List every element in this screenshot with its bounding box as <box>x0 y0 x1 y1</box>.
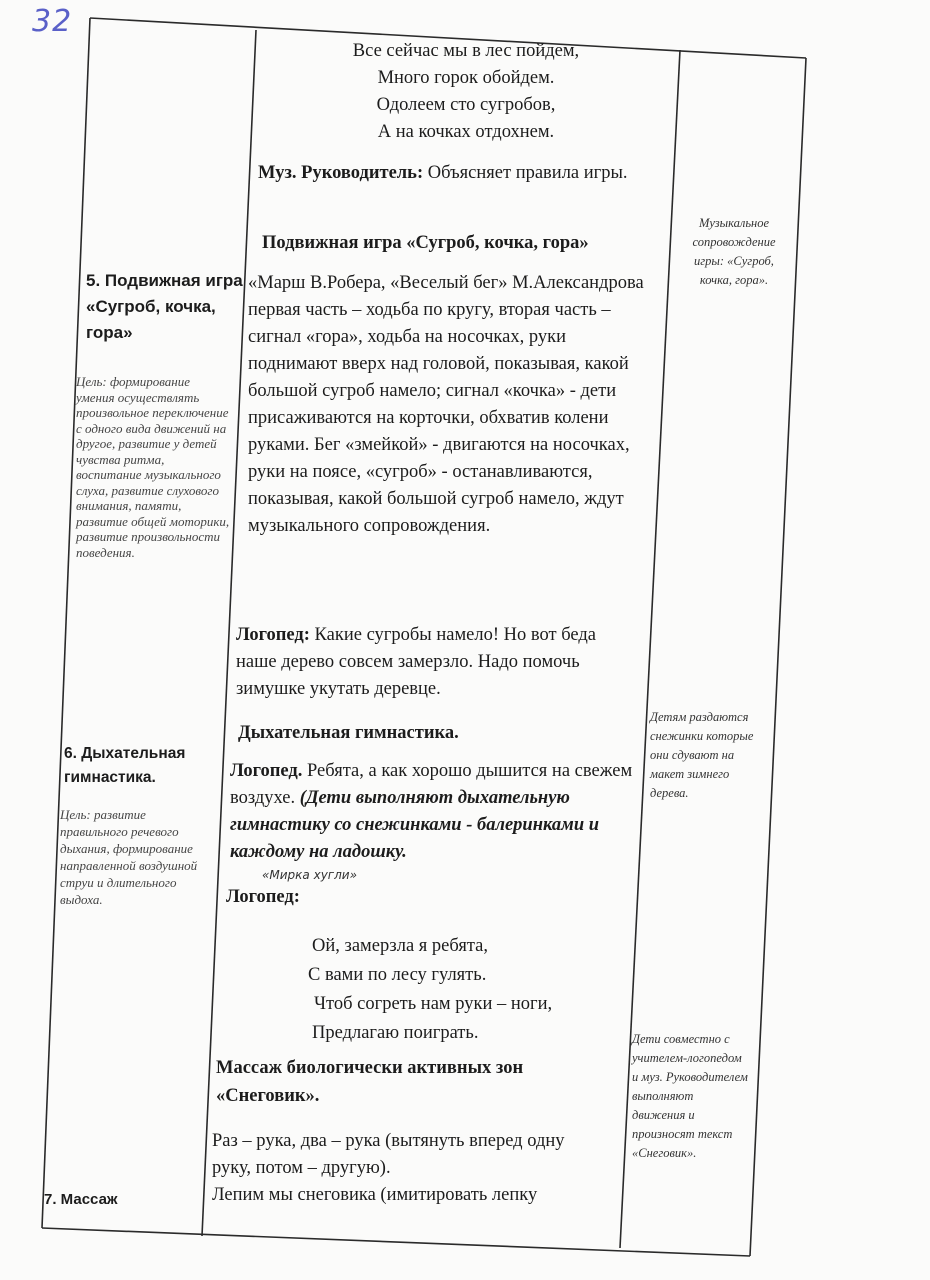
poem-1-line: Одолеем сто сугробов, <box>376 95 556 115</box>
poem-1-line: А на кочках отдохнем. <box>377 122 555 142</box>
game-description: «Марш В.Робера, «Веселый бег» М.Александрова первая часть – ходьба по кругу, вторая часть – сигнал «гора», ходьба на носочках, руки поднимают вверх над головой, показывая, какой большой сугроб намело; сигнал «кочка» - дети присаживаются на корточки, обхватив колени руками. Бег «змейкой» - двигаются на носочках, руки на поясе, «сугроб» - останавливаются, показывая, какой большой сугроб намело, ждут музыкального сопровождения. <box>248 273 644 536</box>
poem-1-line: Много горок обойдем. <box>377 68 555 88</box>
logoped-paragraph-2 <box>230 758 635 866</box>
section-6-goal: Цель: развитие правильного речевого дыхания, формирование направленной воздушной струи и длительного выдоха. <box>60 807 198 907</box>
section-7-title: 7. Массаж <box>44 1191 118 1208</box>
poem-2-line: Ой, замерзла я ребята, <box>312 936 489 956</box>
breath-heading: Дыхательная гимнастика. <box>238 723 459 743</box>
poem-1 <box>256 38 676 146</box>
section-6-title: 6. Дыхательная гимнастика. <box>64 745 186 786</box>
section-5-title: 5. Подвижная игра «Сугроб, кочка, гора» <box>86 271 243 342</box>
game-heading: Подвижная игра «Сугроб, кочка, гора» <box>262 233 589 253</box>
logoped-speaker: Логопед. <box>230 761 303 781</box>
massage-text <box>212 1128 608 1209</box>
poem-2-line: С вами по лесу гулять. <box>308 965 487 985</box>
poem-2 <box>308 932 612 1048</box>
logoped-text: Какие сугробы намело! Но вот беда наше дерево совсем замерзло. Надо помочь зимушке укутать деревце. <box>236 625 596 699</box>
muz-speaker: Муз. Руководитель: <box>258 163 424 183</box>
logoped-speaker-3: Логопед: <box>226 887 300 907</box>
muz-text: Объясняет правила игры. <box>423 163 628 183</box>
breathing-instruction: (Дети выполняют дыхательную гимнастику со снежинками - балеринками и каждому на ладошку. <box>230 788 600 862</box>
poem-1-line: Все сейчас мы в лес пойдем, <box>352 41 580 61</box>
right-note-music: Музыкальное сопровождение игры: «Сугроб, кочка, гора». <box>692 216 776 287</box>
right-note-snowflakes: Детям раздаются снежинки которые они сдувают на макет зимнего дерева. <box>650 710 754 800</box>
logoped-text: Ребята, а как хорошо дышится на свежем воздухе. <box>230 761 633 808</box>
massage-heading: Массаж биологически активных зон «Снеговик». <box>216 1058 524 1106</box>
right-note-snowman: Дети совместно с учителем-логопедом и муз. Руководителем выполняют движения и произносят текст «Снеговик». <box>632 1032 748 1160</box>
poem-2-line: Чтоб согреть нам руки – ноги, <box>314 994 553 1014</box>
muz-paragraph <box>258 160 654 187</box>
logoped-speaker: Логопед: <box>236 625 310 645</box>
logoped-paragraph-1 <box>236 622 630 703</box>
poem-2-line: Предлагаю поиграть. <box>312 1023 479 1043</box>
section-5-goal: Цель: формирование умения осуществлять произвольное переключение с одного вида движений на другое, развитие у детей чувства ритма, воспитание музыкального слуха, развитие слухового внимания, памяти, развитие общей моторики, развитие произвольности поведения. <box>76 374 230 560</box>
massage-line: Раз – рука, два – рука (вытянуть вперед одну руку, потом – другую). <box>212 1131 565 1178</box>
handwritten-note: «Мирка хугли» <box>262 868 357 882</box>
massage-line: Лепим мы снеговика (имитировать лепку <box>212 1185 538 1205</box>
page-number: 32 <box>32 4 73 39</box>
